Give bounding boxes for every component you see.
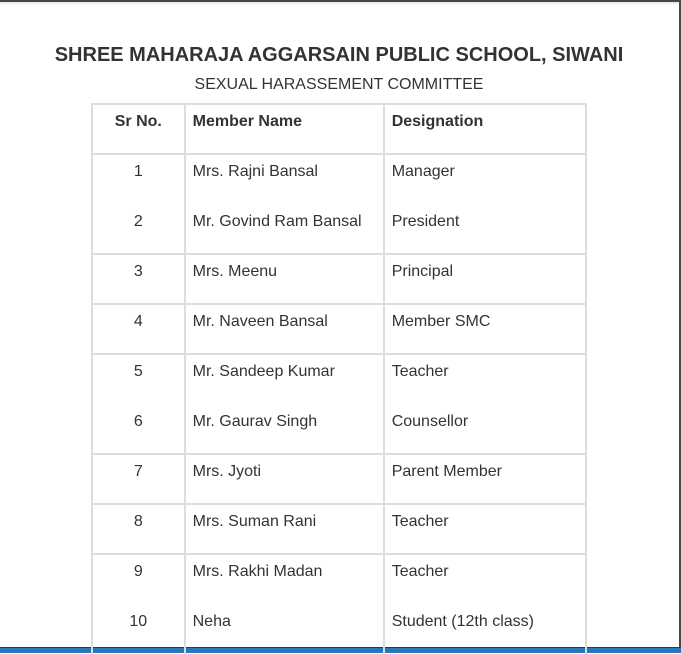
cell-designation: Principal	[384, 254, 586, 304]
cell-sr-no: 8	[92, 504, 185, 554]
header-sr-no: Sr No.	[92, 104, 185, 154]
cell-sr-no: 7	[92, 454, 185, 504]
committee-title: SEXUAL HARASSEMENT COMMITTEE	[194, 76, 484, 93]
cell-sr-no: 5	[92, 354, 185, 404]
cell-member-name: Mrs. Rakhi Madan	[185, 554, 384, 604]
table-header-row	[92, 104, 586, 154]
table-row	[92, 254, 586, 304]
cell-sr-no: 3	[92, 254, 185, 304]
cell-designation: Teacher	[384, 554, 586, 604]
header-member-name: Member Name	[185, 104, 384, 154]
table-row	[92, 154, 586, 204]
table-row	[92, 404, 586, 454]
header-designation: Designation	[384, 104, 586, 154]
cell-member-name: Neha	[185, 604, 384, 654]
cell-member-name: Mrs. Rajni Bansal	[185, 154, 384, 204]
cell-sr-no: 2	[92, 204, 185, 254]
cell-member-name: Mr. Gaurav Singh	[185, 404, 384, 454]
cell-designation: Teacher	[384, 354, 586, 404]
window-top-shade	[0, 2, 679, 4]
cell-sr-no: 4	[92, 304, 185, 354]
cell-member-name: Mr. Sandeep Kumar	[185, 354, 384, 404]
table-row	[92, 454, 586, 504]
cell-sr-no: 6	[92, 404, 185, 454]
members-table	[91, 103, 587, 654]
cell-designation: Member SMC	[384, 304, 586, 354]
cell-sr-no: 9	[92, 554, 185, 604]
table-row	[92, 604, 586, 654]
table-row	[92, 504, 586, 554]
cell-designation: President	[384, 204, 586, 254]
table-row	[92, 354, 586, 404]
cell-member-name: Mr. Naveen Bansal	[185, 304, 384, 354]
cell-member-name: Mrs. Meenu	[185, 254, 384, 304]
table-row	[92, 204, 586, 254]
cell-designation: Manager	[384, 154, 586, 204]
cell-sr-no: 10	[92, 604, 185, 654]
cell-designation: Teacher	[384, 504, 586, 554]
school-title: SHREE MAHARAJA AGGARSAIN PUBLIC SCHOOL, SIWANI	[54, 44, 624, 66]
table-row	[92, 554, 586, 604]
cell-designation: Counsellor	[384, 404, 586, 454]
table-row	[92, 304, 586, 354]
cell-member-name: Mrs. Suman Rani	[185, 504, 384, 554]
cell-designation: Parent Member	[384, 454, 586, 504]
cell-sr-no: 1	[92, 154, 185, 204]
cell-designation: Student (12th class)	[384, 604, 586, 654]
cell-member-name: Mr. Govind Ram Bansal	[185, 204, 384, 254]
cell-member-name: Mrs. Jyoti	[185, 454, 384, 504]
